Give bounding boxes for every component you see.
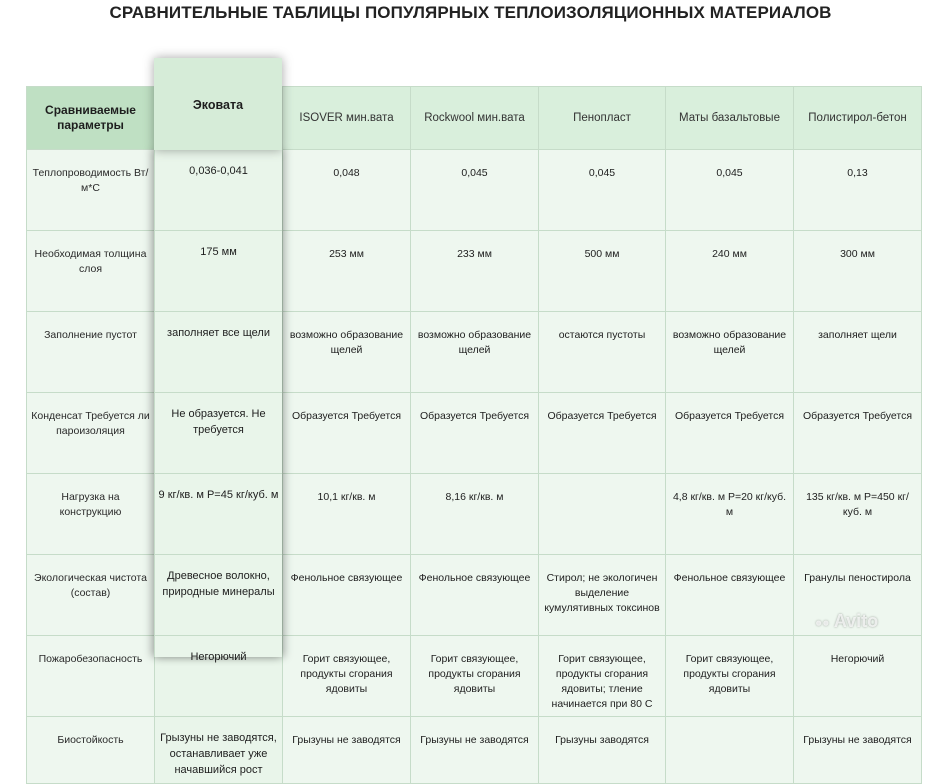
table-cell: Грызуны не заводятся, останавливает уже начавшийся рост (155, 717, 283, 784)
row-param-label: Пожаробезопасность (27, 636, 155, 717)
watermark (815, 611, 925, 635)
table-body (27, 150, 922, 784)
row-param-label: Необходимая толщина слоя (27, 231, 155, 312)
table-cell: Грызуны не заводятся (411, 717, 539, 784)
table-cell: 0,13 (794, 150, 922, 231)
table-cell: Негорючий (155, 636, 283, 717)
row-param-label: Заполнение пустот (27, 312, 155, 393)
table-cell: Фенольное связующее (283, 555, 411, 636)
table-cell: Древесное волокно, природные минералы (155, 555, 283, 636)
table-cell: 0,045 (666, 150, 794, 231)
highlighted-column-header (154, 58, 282, 150)
table-cell: Грызуны не заводятся (283, 717, 411, 784)
table-row (27, 312, 922, 393)
table-cell: 300 мм (794, 231, 922, 312)
table-row (27, 474, 922, 555)
table-cell: возможно образование щелей (283, 312, 411, 393)
table-cell: Не образуется. Не требуется (155, 393, 283, 474)
table-cell: 0,036-0,041 (155, 150, 283, 231)
row-param-label: Экологическая чистота (состав) (27, 555, 155, 636)
header-cell: Маты базальтовые (666, 87, 794, 150)
table-cell: Образуется Требуется (539, 393, 666, 474)
row-param-label: Биостойкость (27, 717, 155, 784)
header-param-cell: Сравниваемые параметры (27, 87, 155, 150)
table-cell: Стирол; не экологичен выделение кумулятивных токсинов (539, 555, 666, 636)
table-cell: Образуется Требуется (666, 393, 794, 474)
header-cell: Rockwool мин.вата (411, 87, 539, 150)
table-cell: 8,16 кг/кв. м (411, 474, 539, 555)
table-cell: Образуется Требуется (283, 393, 411, 474)
table-cell: 253 мм (283, 231, 411, 312)
table-row (27, 717, 922, 784)
table-cell: 0,045 (539, 150, 666, 231)
table-cell: 233 мм (411, 231, 539, 312)
table-cell: 9 кг/кв. м Р=45 кг/куб. м (155, 474, 283, 555)
table-cell: Образуется Требуется (794, 393, 922, 474)
table-cell: возможно образование щелей (411, 312, 539, 393)
watermark-text: Avito (833, 611, 879, 631)
table-cell: 0,045 (411, 150, 539, 231)
header-cell: ISOVER мин.вата (283, 87, 411, 150)
table-cell: 500 мм (539, 231, 666, 312)
table-cell: Горит связующее, продукты сгорания ядовиты; тление начинается при 80 С (539, 636, 666, 717)
table-cell: Фенольное связующее (666, 555, 794, 636)
table-row (27, 150, 922, 231)
row-param-label: Нагрузка на конструкцию (27, 474, 155, 555)
table-cell: заполняет все щели (155, 312, 283, 393)
table-cell (539, 474, 666, 555)
table-cell: 240 мм (666, 231, 794, 312)
table-row (27, 636, 922, 717)
table-cell: заполняет щели (794, 312, 922, 393)
table-cell: Горит связующее, продукты сгорания ядовиты (283, 636, 411, 717)
table-cell: Фенольное связующее (411, 555, 539, 636)
table-cell: возможно образование щелей (666, 312, 794, 393)
table-row (27, 555, 922, 636)
table-cell: остаются пустоты (539, 312, 666, 393)
header-cell: Полистирол-бетон (794, 87, 922, 150)
highlighted-column-label: Эковата (192, 98, 244, 112)
table-cell: 175 мм (155, 231, 283, 312)
page-title: СРАВНИТЕЛЬНЫЕ ТАБЛИЦЫ ПОПУЛЯРНЫХ ТЕПЛОИЗОЛЯЦИОННЫХ МАТЕРИАЛОВ (109, 3, 832, 22)
watermark-logo-icon: ●● (815, 615, 830, 630)
row-param-label: Теплопроводимость Вт/м*С (27, 150, 155, 231)
table-cell: 10,1 кг/кв. м (283, 474, 411, 555)
table-row (27, 393, 922, 474)
table-cell: 135 кг/кв. м Р=450 кг/куб. м (794, 474, 922, 555)
table-cell: Грызуны не заводятся (794, 717, 922, 784)
table-cell: Образуется Требуется (411, 393, 539, 474)
table-row (27, 231, 922, 312)
table-cell: Негорючий (794, 636, 922, 717)
table-cell: Горит связующее, продукты сгорания ядовиты (411, 636, 539, 717)
table-cell: 4,8 кг/кв. м Р=20 кг/куб. м (666, 474, 794, 555)
table-cell: Горит связующее, продукты сгорания ядовиты (666, 636, 794, 717)
header-cell: Пенопласт (539, 87, 666, 150)
row-param-label: Конденсат Требуется ли пароизоляция (27, 393, 155, 474)
table-cell: Грызуны заводятся (539, 717, 666, 784)
table-cell: Гранулы пеностирола (794, 555, 922, 636)
comparison-table (26, 86, 922, 784)
table-cell: 0,048 (283, 150, 411, 231)
table-cell (666, 717, 794, 784)
